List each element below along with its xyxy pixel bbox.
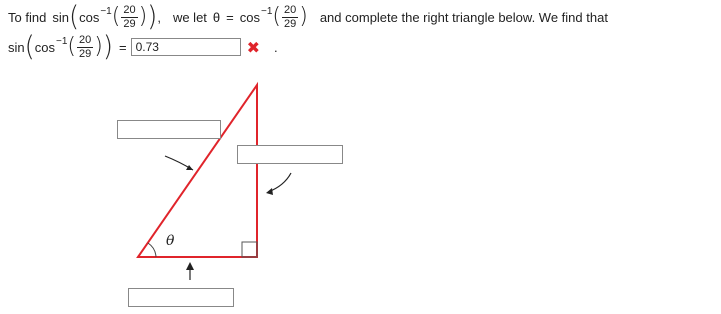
inverse-exponent: −1 bbox=[100, 5, 112, 17]
cos-function: cos bbox=[34, 39, 56, 55]
problem-statement-line-2: sin ( cos −1 ( $\frac{20}{29}$ ) ) = 0.73 ✖ . bbox=[8, 31, 278, 63]
fraction-denominator: 29 bbox=[283, 17, 297, 30]
problem-statement-line-1: To find sin ( cos −1 ( $\frac{20}{29}$ ) ) , we let θ = cos −1 ( $\frac{20}{29}$ ) and complete the right triangle below. We find that bbox=[8, 1, 608, 33]
cos-function: cos bbox=[239, 9, 260, 25]
fraction-numerator: 20 bbox=[123, 3, 136, 16]
adjacent-side-input[interactable] bbox=[128, 288, 234, 307]
cos-function: cos bbox=[79, 9, 100, 25]
period: . bbox=[274, 39, 278, 55]
instruction-text: and complete the right triangle below. We find that bbox=[319, 9, 608, 25]
angle-arc bbox=[148, 243, 156, 257]
angle-theta-label: θ bbox=[166, 233, 175, 249]
fraction-numerator: 20 bbox=[283, 3, 297, 16]
inverse-exponent: −1 bbox=[260, 5, 273, 17]
equals-sign: = bbox=[226, 9, 234, 25]
hypotenuse-arrow-icon bbox=[165, 156, 193, 170]
fraction-denominator: 29 bbox=[79, 47, 92, 60]
fraction bbox=[282, 5, 298, 30]
opposite-arrow-icon bbox=[268, 173, 291, 192]
right-angle-marker bbox=[242, 242, 257, 257]
sin-function: sin bbox=[52, 9, 69, 25]
sin-function: sin bbox=[8, 39, 25, 55]
fraction-denominator: 29 bbox=[123, 17, 136, 30]
hypotenuse-input[interactable] bbox=[117, 120, 221, 139]
triangle-shape bbox=[138, 85, 257, 257]
fraction bbox=[121, 5, 137, 30]
opposite-side-input[interactable] bbox=[237, 145, 343, 164]
intro-text: To find bbox=[8, 9, 47, 25]
fraction bbox=[77, 35, 93, 60]
equals-sign: = bbox=[119, 39, 127, 55]
answer-input[interactable]: 0.73 bbox=[131, 38, 241, 56]
inverse-exponent: −1 bbox=[56, 35, 68, 47]
we-let-text: we let bbox=[172, 9, 207, 25]
theta-symbol: θ bbox=[212, 9, 221, 25]
incorrect-icon: ✖ bbox=[246, 37, 261, 57]
fraction-numerator: 20 bbox=[79, 33, 92, 46]
